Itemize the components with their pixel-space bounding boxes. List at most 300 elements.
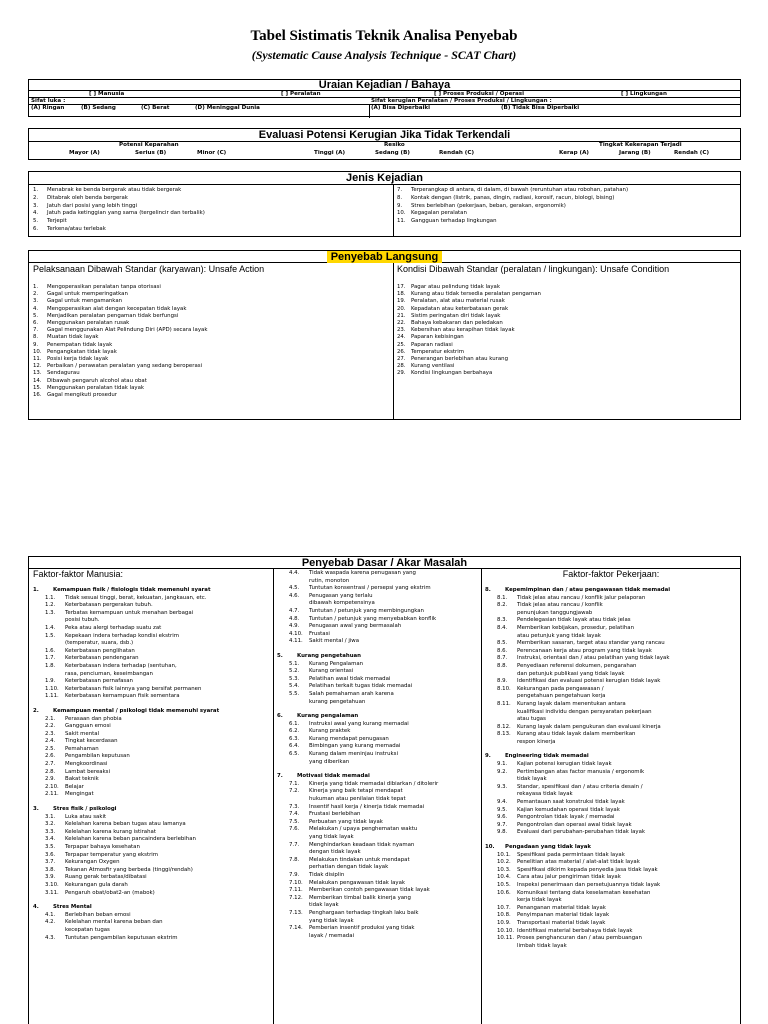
item-text: Pengambilan keputusan	[65, 753, 130, 760]
list-item	[33, 671, 219, 679]
rendah: Rendah (C)	[439, 150, 475, 156]
list-item	[33, 821, 219, 829]
unsafe-condition-list	[397, 284, 541, 378]
item-text: Menghindarkan keadaan tidak nyaman	[309, 841, 415, 848]
list-item	[397, 334, 541, 341]
list-item	[485, 693, 670, 701]
item-number: 4.6.	[289, 592, 300, 599]
item-number: 10.8.	[497, 912, 511, 919]
list-item	[277, 910, 438, 918]
item-number: 2.6.	[45, 753, 56, 760]
item-number: 6.1.	[289, 720, 300, 727]
list-item	[485, 829, 670, 837]
list-item	[277, 811, 438, 819]
mayor: Mayor (A)	[69, 150, 100, 156]
item-text: Menggunakan peralatan tidak layak	[47, 384, 145, 391]
item-text: atau tugas	[517, 716, 546, 723]
item-text: Pemantauan saat konstruksi tidak layak	[517, 799, 625, 806]
item-text: Menggunakan peralatan rusak	[47, 320, 130, 327]
item-text: Menabrak ke benda bergerak atau tidak bergerak	[47, 187, 182, 193]
item-number: 3.11.	[45, 889, 59, 896]
sifat-luka-label: Sifat luka :	[31, 98, 66, 104]
evaluasi-box	[28, 128, 741, 160]
list-item	[33, 844, 219, 852]
item-number: 26.	[397, 348, 406, 355]
item-text: Penghargaan terhadap tingkah laku baik	[309, 909, 419, 916]
item-number: 9.7.	[497, 821, 508, 828]
sifat-values-row	[29, 105, 740, 112]
item-text: Pelatihan awal tidak memadai	[309, 675, 391, 682]
list-gap	[485, 746, 670, 753]
item-number: 8.2.	[497, 602, 508, 609]
list-item	[33, 334, 207, 341]
item-number: 19.	[397, 298, 406, 305]
list-item	[397, 349, 541, 356]
item-text: Terperangkap di antara, di dalam, di bawah (reruntuhan atau robohan, patahan)	[411, 187, 629, 193]
list-item	[485, 625, 670, 633]
sedang: Sedang (B)	[375, 150, 410, 156]
section-heading	[485, 844, 670, 852]
list-item	[397, 291, 541, 298]
item-number: 1.3.	[45, 609, 56, 616]
item-number: 18.	[397, 291, 406, 298]
item-number: 6.5.	[289, 751, 300, 758]
item-text: Kinerja yang tidak memadai dibiarkan / ditolerir	[309, 780, 439, 787]
list-item	[277, 661, 438, 669]
item-text: Kekurangan gula darah	[65, 881, 128, 888]
item-text: Stres berlebihan (pekerjaan, beban, gerakan, ergonomik)	[411, 202, 566, 209]
list-item	[33, 836, 219, 844]
list-item	[33, 320, 207, 327]
list-item	[33, 356, 207, 363]
list-item	[277, 804, 438, 812]
item-number: 4.7.	[289, 607, 300, 614]
item-text: Tuntutan / petunjuk yang membingungkan	[309, 607, 424, 614]
jarang: Jarang (B)	[619, 150, 651, 156]
item-text: Pendelegasian tidak layak atau tidak jelas	[517, 617, 631, 624]
list-item	[33, 370, 207, 377]
list-item	[277, 918, 438, 926]
list-item	[485, 716, 670, 724]
item-text: dibawah kompetensinya	[309, 600, 375, 607]
item-text: Ditabrak oleh benda bergerak	[47, 194, 128, 201]
item-text: Identifikasi material berbahaya tidak layak	[517, 927, 633, 934]
item-text: kurang pengetahuan	[309, 698, 366, 705]
item-text: Posisi kerja tidak layak	[47, 356, 109, 363]
item-text: Kelelahan mental karena beban dan	[65, 919, 163, 926]
item-text: Terjepit	[47, 218, 67, 225]
item-text: Komunikasi tentang data keselamatan kesehatan	[517, 889, 651, 896]
list-item	[277, 691, 438, 699]
item-text: Penanganan material tidak layak	[517, 904, 606, 911]
item-number: 5.1.	[289, 660, 300, 667]
list-item	[485, 935, 670, 943]
item-text: Pertimbangan atas factor manusia / ergonomik	[517, 768, 645, 775]
item-text: Tekanan Atmosfir yang berbeda (tinggi/rendah)	[65, 866, 193, 873]
item-text: Keterbatasan pernafasan	[65, 678, 133, 685]
item-text: Frustasi berlebihan	[309, 811, 361, 818]
item-number: 3.9.	[45, 874, 56, 881]
item-text: yang tidak layak	[309, 834, 354, 840]
item-number: 2.3.	[45, 730, 56, 737]
item-number: 3.10.	[45, 881, 59, 888]
item-text: yang tidak layak	[309, 917, 354, 924]
list-gap	[485, 837, 670, 844]
item-number: 1.6.	[45, 647, 56, 654]
list-item	[277, 600, 438, 608]
list-item	[485, 761, 670, 769]
item-text: Pengaruh obat/obat2-an (mabok)	[65, 889, 155, 896]
item-text: Tuntutan konsentrasi / persepsi yang ekstrim	[309, 585, 431, 592]
item-text: Proses penghancuran dan / atau pembuangan	[517, 935, 642, 942]
list-item	[33, 776, 219, 784]
item-number: 2.4.	[45, 738, 56, 745]
item-number: 7.4.	[289, 811, 300, 818]
list-item	[277, 638, 438, 646]
list-item	[277, 578, 438, 586]
item-number: 24.	[397, 334, 406, 341]
list-item	[33, 385, 207, 392]
item-text: dan petunjuk publikasi yang tidak layak	[517, 670, 625, 677]
item-number: 2.9.	[45, 776, 56, 783]
list-item	[33, 738, 219, 746]
item-number: 7.	[397, 187, 403, 193]
item-number: 1.7.	[45, 655, 56, 662]
item-text: Belajar	[65, 783, 84, 790]
list-item	[485, 882, 670, 890]
item-number: 4.5.	[289, 585, 300, 592]
item-number: 8.8.	[497, 662, 508, 669]
item-number: 4.9.	[289, 623, 300, 630]
list-item	[277, 759, 438, 767]
item-text: Perasaan dan phobia	[65, 715, 122, 722]
uraian-header: Uraian Kejadian / Bahaya	[29, 80, 740, 91]
list-item	[277, 781, 438, 789]
list-item	[277, 623, 438, 631]
item-text: Penugasan awal yang bermasalah	[309, 623, 402, 630]
item-number: 10.3.	[497, 866, 511, 873]
list-item	[485, 640, 670, 648]
item-number: 8.11.	[497, 700, 511, 707]
list-item	[485, 799, 670, 807]
item-text: Stres fisik / psikologi	[53, 806, 117, 813]
list-item	[33, 203, 205, 211]
item-text: Kurang layak dalam pengukuran dan evaluasi kinerja	[517, 723, 661, 730]
list-item	[33, 890, 219, 898]
list-item	[485, 701, 670, 709]
item-number: 15.	[33, 384, 42, 391]
list-item	[33, 187, 205, 195]
item-number: 8.	[485, 587, 491, 593]
item-text: Lambat bereaksi	[65, 768, 110, 775]
item-number: 3.3.	[45, 828, 56, 835]
item-text: Evaluasi dari perubahan-perubahan tidak layak	[517, 829, 646, 836]
item-text: Mengingat	[65, 791, 94, 798]
list-item	[485, 769, 670, 777]
item-number: 4.2.	[45, 919, 56, 926]
item-number: 14.	[33, 377, 42, 384]
potensi-keparahan-title: Potensi Keparahan	[119, 142, 179, 148]
item-text: Kurang pengetahuan	[297, 652, 362, 659]
item-text: kecepatan tugas	[65, 926, 110, 933]
item-number: 6.	[277, 713, 283, 720]
list-item	[33, 882, 219, 890]
list-item	[33, 769, 219, 777]
section-heading	[33, 806, 219, 814]
list-item	[485, 602, 670, 610]
list-item	[33, 640, 219, 648]
list-item	[277, 864, 438, 872]
kekerapan-title: Tingkat Kekerapan Terjadi	[599, 142, 682, 148]
item-text: Sistim peringatan diri tidak layak	[411, 312, 501, 319]
list-item	[277, 849, 438, 857]
item-number: 9.2.	[497, 768, 508, 775]
cat-manusia: [ ] Manusia	[89, 91, 125, 97]
list-item	[277, 895, 438, 903]
list-item	[397, 342, 541, 349]
item-number: 8.	[397, 194, 403, 201]
section-heading	[277, 713, 438, 721]
list-item	[485, 648, 670, 656]
list-item	[33, 210, 205, 218]
item-text: Kebersihan atau kerapihan tidak layak	[411, 327, 515, 334]
item-number: 7.8.	[289, 856, 300, 863]
item-number: 10.	[33, 348, 42, 355]
item-text: Sakit mental	[65, 730, 100, 737]
list-item	[397, 370, 541, 377]
list-item	[33, 784, 219, 792]
list-item	[485, 874, 670, 882]
item-text: Perencanaan kerja atau program yang tidak layak	[517, 647, 652, 654]
list-item	[485, 784, 670, 792]
item-number: 4.1.	[45, 911, 56, 918]
item-text: Kurang orientasi	[309, 668, 354, 675]
kerugian-bisa: (A) Bisa Diperbaiki	[371, 105, 431, 111]
list-item	[485, 663, 670, 671]
item-text: Bahaya kebakaran dan peledakan	[411, 320, 503, 327]
item-number: 3.1.	[45, 813, 56, 820]
cat-proses: [ ] Proses Produksi / Operasi	[434, 91, 525, 97]
resiko-title: Resiko	[384, 142, 405, 148]
list-item	[33, 852, 219, 860]
item-text: Tidak jelas atau rancau / konflik jalur pelaporan	[517, 594, 646, 601]
list-item	[33, 935, 219, 943]
item-number: 9.8.	[497, 829, 508, 836]
item-number: 4.10.	[289, 630, 303, 637]
item-text: Tidak waspada karena penugasan yang	[309, 570, 416, 576]
item-number: 9.4.	[497, 799, 508, 806]
list-item	[397, 313, 541, 320]
item-number: 25.	[397, 341, 406, 348]
item-number: 10.4.	[497, 874, 511, 881]
item-number: 7.14.	[289, 925, 303, 932]
item-number: 2.8.	[45, 768, 56, 775]
list-item	[277, 834, 438, 842]
luka-meninggal: (D) Meninggal Dunia	[195, 105, 260, 111]
item-text: Kinerja yang baik tetapi mendapat	[309, 788, 403, 795]
list-item	[277, 826, 438, 834]
item-text: Keterbatasan penglihatan	[65, 647, 135, 654]
list-item	[33, 859, 219, 867]
item-number: 4.11.	[289, 638, 303, 645]
list-item	[485, 852, 670, 860]
list-item	[485, 897, 670, 905]
item-number: 13.	[33, 370, 42, 377]
faktor-pekerjaan-list	[485, 587, 670, 950]
item-number: 10.	[485, 844, 495, 850]
jenis-right-list	[397, 187, 628, 226]
list-item	[33, 363, 207, 370]
item-number: 3.7.	[45, 859, 56, 866]
item-number: 6.	[33, 320, 39, 327]
list-item	[33, 648, 219, 656]
item-text: Mengoperasikan peralatan tanpa otorisasi	[47, 284, 161, 290]
section-heading	[277, 653, 438, 661]
item-text: Spesifikasi dikirim kepada penyedia jasa tidak layak	[517, 866, 658, 873]
item-text: penunjukan tanggungjawab	[517, 609, 593, 616]
uraian-categories	[29, 91, 740, 98]
item-number: 8.10.	[497, 685, 511, 692]
list-item	[397, 284, 541, 291]
item-text: Gangguan emosi	[65, 723, 111, 730]
item-number: 2.11.	[45, 791, 59, 798]
item-text: Pemahaman	[65, 745, 99, 752]
item-text: rekayasa tidak layak	[517, 791, 573, 798]
item-number: 5.5.	[289, 690, 300, 697]
list-item	[485, 928, 670, 936]
faktor-pekerjaan-title: Faktor-faktor Pekerjaan:	[562, 569, 660, 579]
item-text: Memberikan sasaran, target atau standar yang rancau	[517, 640, 665, 647]
item-text: Engineering tidak memadai	[505, 753, 589, 760]
list-item	[33, 595, 219, 603]
item-text: Paparan radiasi	[411, 341, 453, 348]
penyebab-langsung-box	[28, 250, 741, 420]
item-text: Inspeksi penerimaan dan persetujuannya tidak layak	[517, 881, 661, 888]
cat-peralatan: [ ] Peralatan	[281, 91, 321, 97]
item-number: 9.1.	[497, 761, 508, 768]
list-item	[277, 796, 438, 804]
section-heading	[485, 587, 670, 595]
item-number: 7.2.	[289, 788, 300, 795]
list-gap	[277, 766, 438, 773]
list-item	[485, 671, 670, 679]
sifat-labels-row	[29, 98, 740, 105]
item-text: hukuman atau penilaian tidak tepat	[309, 796, 406, 803]
item-number: 1.4.	[45, 624, 56, 631]
langsung-header-row	[29, 251, 740, 263]
item-text: Sakit mental / jiwa	[309, 638, 360, 645]
item-text: dengan tidak layak	[309, 849, 361, 856]
list-item	[33, 617, 219, 625]
item-number: 5.	[277, 652, 283, 659]
list-item	[277, 631, 438, 639]
item-text: pengetahuan pengetahuan kerja	[517, 693, 606, 700]
list-item	[277, 933, 438, 941]
item-number: 3.8.	[45, 866, 56, 873]
item-number: 8.9.	[497, 678, 508, 685]
item-number: 7.5.	[289, 818, 300, 825]
item-number: 1.5.	[45, 632, 56, 639]
list-item	[397, 218, 628, 226]
item-number: 1.11.	[45, 693, 59, 700]
item-number: 23.	[397, 327, 406, 334]
list-item	[397, 356, 541, 363]
list-item	[33, 814, 219, 822]
item-text: Kelelahan karena beban pancaindera berlebihan	[65, 836, 196, 843]
item-text: Kemampuan fisik / fisiologis tidak memenuhi syarat	[53, 587, 211, 593]
jenis-header: Jenis Kejadian	[29, 172, 740, 185]
list-item	[397, 363, 541, 370]
item-number: 16.	[33, 392, 42, 399]
item-number: 11.	[33, 356, 42, 363]
list-item	[33, 226, 205, 234]
item-text: Insentif hasil kerja / kinerja tidak memadai	[309, 803, 425, 810]
item-number: 2.	[33, 707, 39, 714]
item-text: (temperatur, suara, dsb.)	[65, 640, 134, 647]
list-item	[33, 633, 219, 641]
item-text: Dibawah pengaruh alcohol atau obat	[47, 377, 147, 384]
item-text: Tuntutan / petunjuk yang menyebabkan konflik	[309, 615, 437, 622]
list-item	[277, 788, 438, 796]
item-text: Pagar atau pelindung tidak layak	[411, 284, 500, 290]
list-item	[33, 761, 219, 769]
item-text: Kurang atau tidak layak dalam memberikan	[517, 731, 636, 738]
unsafe-action-list	[33, 284, 207, 399]
list-item	[277, 570, 438, 578]
list-item	[277, 728, 438, 736]
list-item	[33, 284, 207, 291]
list-item	[485, 633, 670, 641]
item-text: Gagal untuk mengamankan	[47, 298, 123, 305]
list-item	[277, 668, 438, 676]
list-item	[33, 791, 219, 799]
item-number: 9.5.	[497, 806, 508, 813]
item-text: Jatuh dari posisi yang lebih tinggi	[47, 202, 138, 209]
item-text: Kurang layak dalam menentukan antara	[517, 700, 626, 707]
item-number: 4.3.	[45, 934, 56, 941]
list-item	[485, 655, 670, 663]
item-number: 8.1.	[497, 594, 508, 601]
item-text: Keterbatasan pergerakan tubuh.	[65, 602, 153, 609]
item-text: Peralatan, alat atau material rusak	[411, 298, 505, 305]
list-item	[397, 203, 628, 211]
item-text: Tidak jelas atau rancau / konflik	[517, 602, 603, 609]
list-item	[277, 683, 438, 691]
item-number: 4.8.	[289, 615, 300, 622]
list-item	[277, 593, 438, 601]
item-text: Jatuh pada ketinggian yang sama (tergelincir dan terbalik)	[47, 210, 205, 217]
item-number: 9.3.	[497, 783, 508, 790]
item-number: 7.7.	[289, 841, 300, 848]
item-number: 7.9.	[289, 871, 300, 878]
evaluasi-header: Evaluasi Potensi Kerugian Jika Tidak Terkendali	[29, 129, 740, 142]
list-item	[33, 610, 219, 618]
item-number: 28.	[397, 363, 406, 370]
list-gap	[33, 701, 219, 708]
item-number: 8.13.	[497, 731, 511, 738]
item-text: Kurang atau tidak tersedia peralatan pengaman	[411, 291, 541, 298]
item-text: Penyediaan referensi dokumen, pengarahan	[517, 662, 637, 669]
list-item	[33, 392, 207, 399]
item-text: Kegagalan peralatan	[411, 210, 467, 217]
item-text: limbah tidak layak	[517, 942, 567, 949]
item-text: Stres Mental	[53, 904, 92, 911]
item-text: Kurang praktek	[309, 728, 351, 735]
luka-sedang: (B) Sedang	[81, 105, 116, 111]
list-item	[277, 857, 438, 865]
item-text: Bakat teknik	[65, 776, 99, 783]
item-text: Kepemimpinan dan / atau pengawasan tidak memadai	[505, 587, 671, 593]
